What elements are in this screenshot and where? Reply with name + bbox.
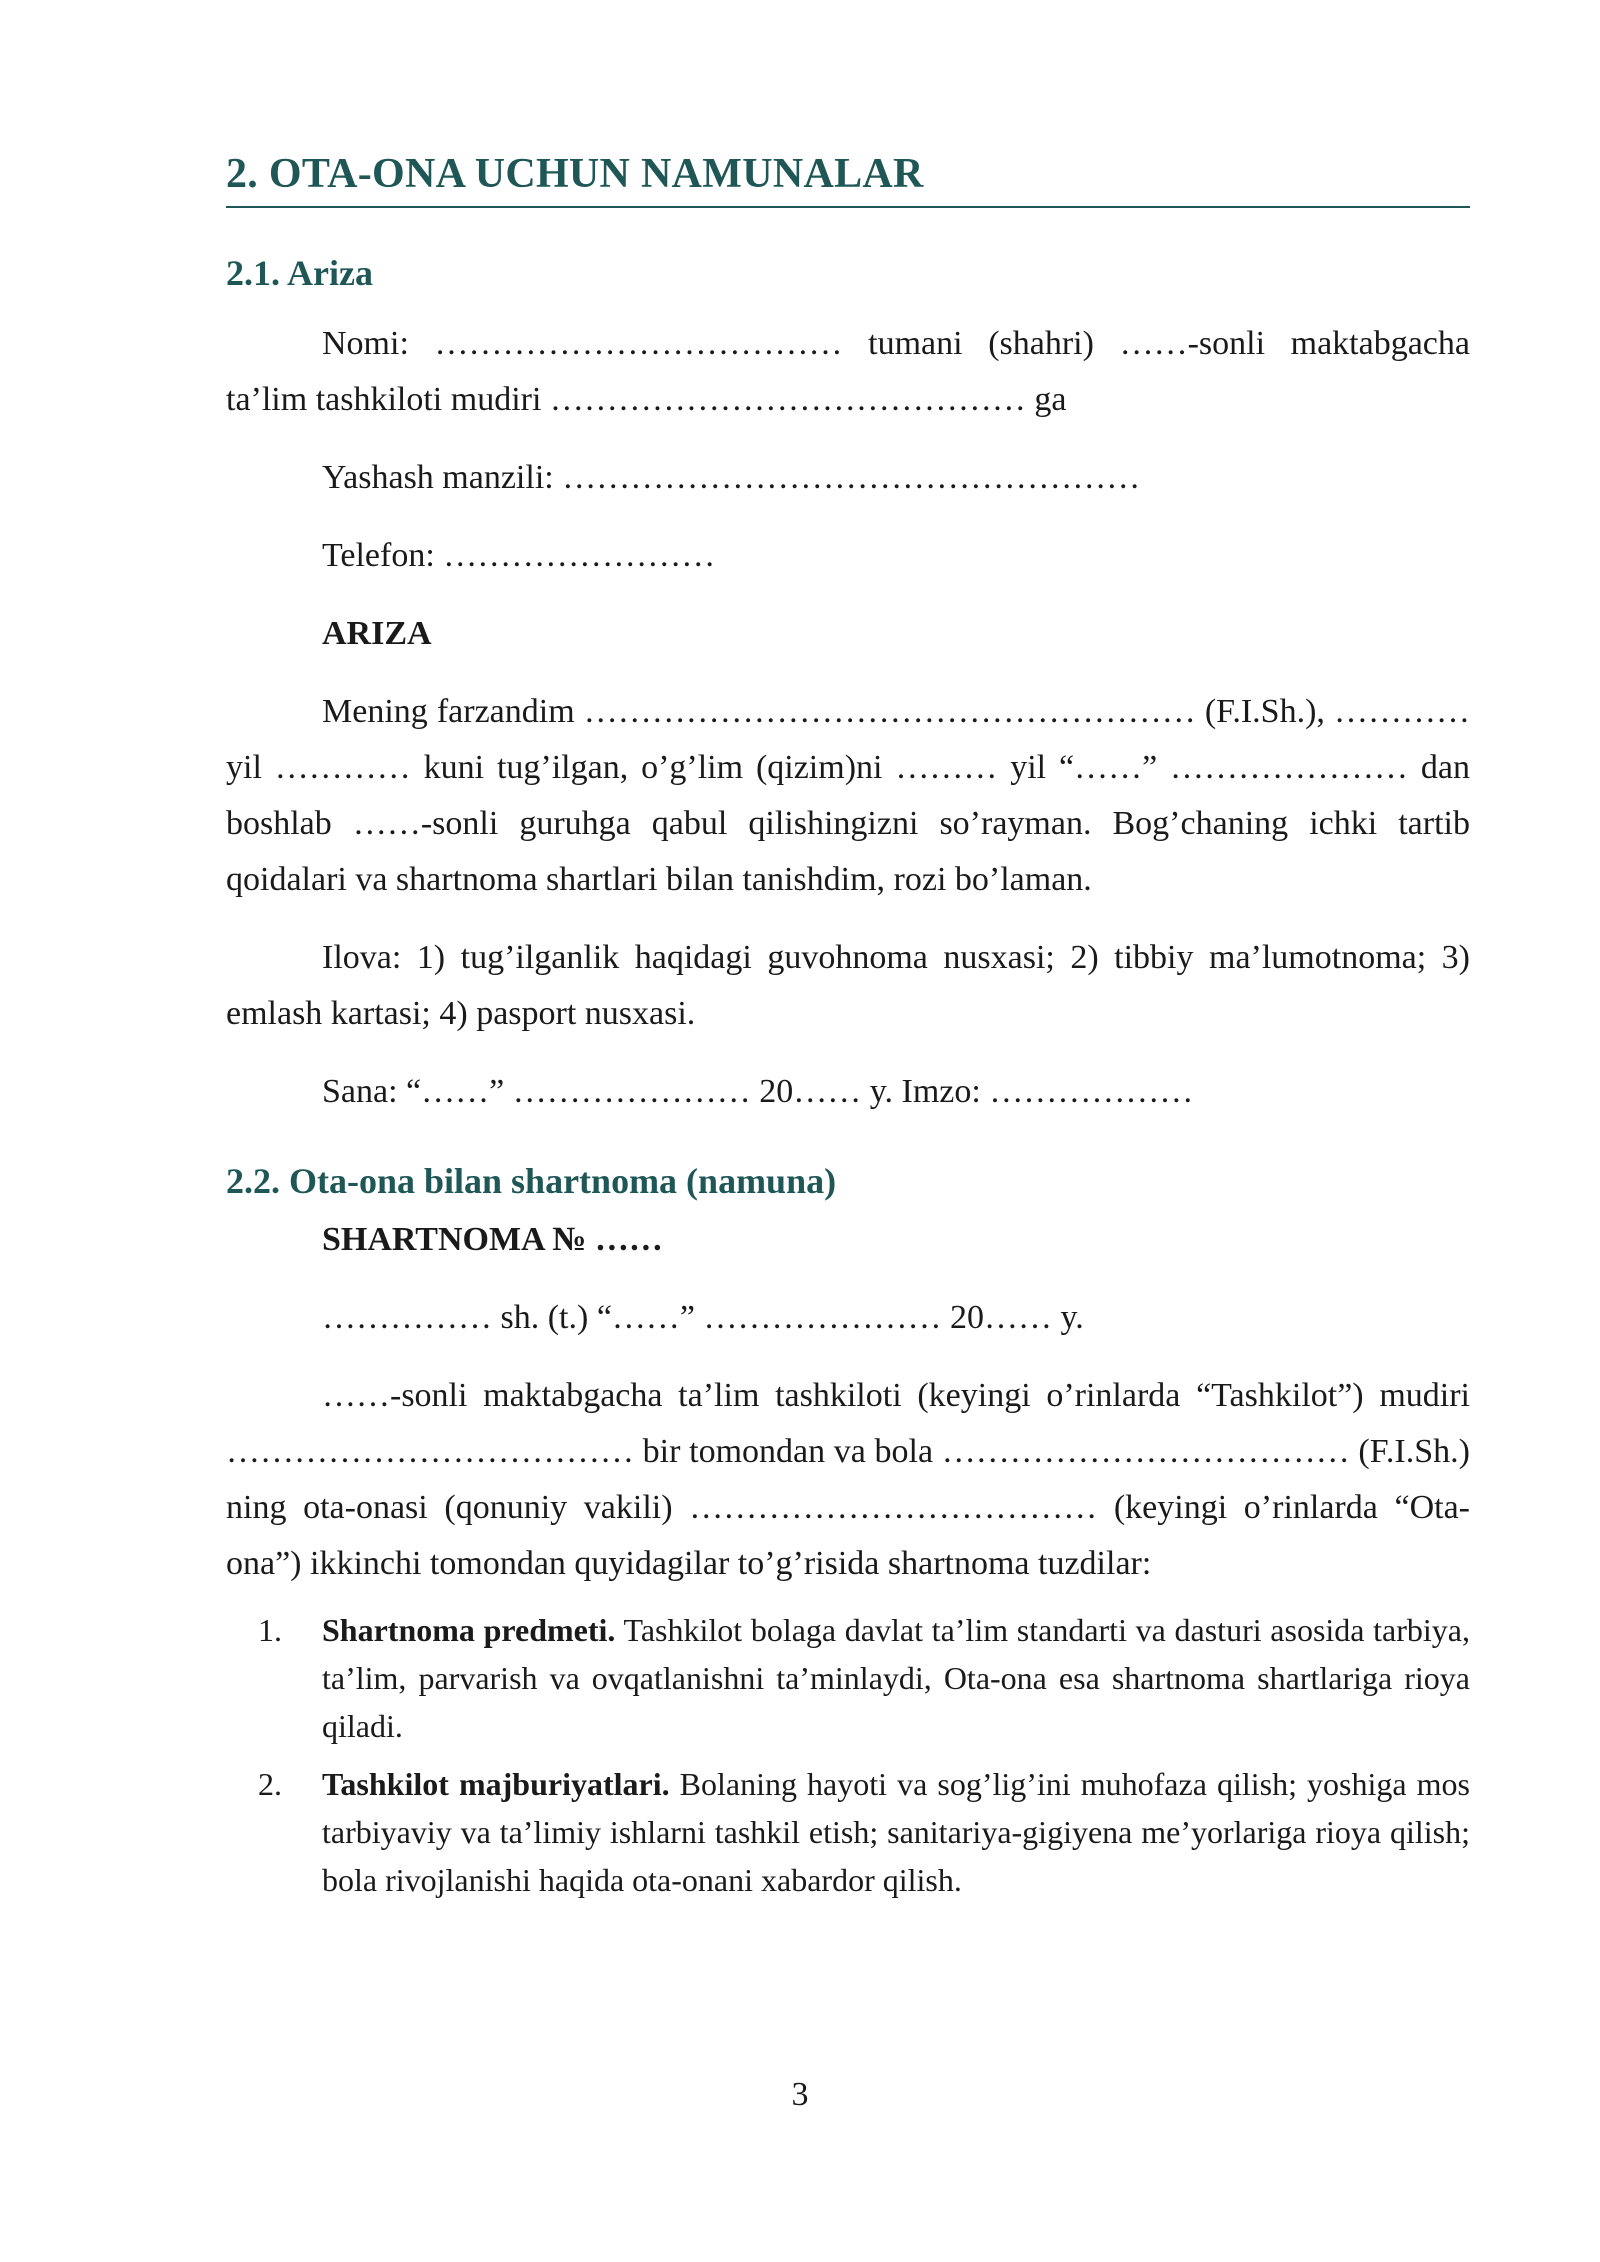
contract-heading: SHARTNOMA № …… <box>322 1221 663 1258</box>
document-page <box>226 150 1470 1904</box>
term-title: Shartnoma predmeti. <box>322 1612 616 1648</box>
term-text: Tashkilot bolaga davlat ta’lim standarti va dasturi asosida tarbiya, ta’lim, parvarish va ovqatlanishni ta’minlaydi, Ota-ona esa shartnoma shartlariga rioya qiladi. <box>322 1612 1471 1744</box>
contract-intro: ……-sonli maktabgacha ta’lim tashkiloti (keyingi o’rinlarda “Tashkilot”) mudiri ……………………………… bir tomondan va bola ……………………………… (F.I.Sh.) ning ota-onasi (qonuniy vakili) ……………………………… (keyingi o’rinlarda “Ota-ona”) ikkinchi tomondan quyidagilar to’g’risida shartnoma tuzdilar: <box>226 1377 1470 1582</box>
section-title: 2. OTA-ONA UCHUN NAMUNALAR <box>226 150 1470 208</box>
term-number: 2. <box>258 1766 282 1802</box>
subsection-title-ariza: 2.1. Ariza <box>226 253 373 293</box>
ariza-nomi-line: Nomi: ……………………………… tumani (shahri) ……-sonli maktabgacha ta’lim tashkiloti mudiri …………………………………… ga <box>226 325 1470 418</box>
ariza-date-signature: Sana: “……” ………………… 20…… y. Imzo: ……………… <box>322 1073 1194 1110</box>
term-number: 1. <box>258 1612 282 1648</box>
contract-term-item <box>226 1606 1470 1750</box>
ariza-body: Mening farzandim ……………………………………………… (F.I.Sh.), ………… yil ………… kuni tug’ilgan, o’g’lim (qizim)ni ……… yil “……” ………………… dan boshlab ……-sonli guruhga qabul qilishingizni so’rayman. Bog’chaning ichki tartib qoidalari va shartnoma shartlari bilan tanishdim, rozi bo’laman. <box>226 693 1470 898</box>
term-title: Tashkilot majburiyatlari. <box>322 1766 670 1802</box>
contract-term-item <box>226 1760 1470 1904</box>
ariza-heading: ARIZA <box>322 615 432 652</box>
ariza-address-line: Yashash manzili: …………………………………………… <box>322 459 1141 496</box>
term-text: Bolaning hayoti va sog’lig’ini muhofaza qilish; yoshiga mos tarbiyaviy va ta’limiy ishlarni tashkil etish; sanitariya-gigiyena me’yorlariga rioya qilish; bola rivojlanishi haqida ota-onani xabardor qilish. <box>322 1766 1470 1898</box>
contract-terms-list <box>226 1606 1470 1904</box>
ariza-phone-line: Telefon: …………………… <box>322 537 716 574</box>
contract-place-date: …………… sh. (t.) “……” ………………… 20…… y. <box>322 1299 1084 1336</box>
ariza-attachments: Ilova: 1) tug’ilganlik haqidagi guvohnoma nusxasi; 2) tibbiy ma’lumotnoma; 3) emlash kartasi; 4) pasport nusxasi. <box>226 939 1470 1032</box>
subsection-title-shartnoma: 2.2. Ota-ona bilan shartnoma (namuna) <box>226 1161 837 1201</box>
page-number: 3 <box>791 2076 809 2113</box>
